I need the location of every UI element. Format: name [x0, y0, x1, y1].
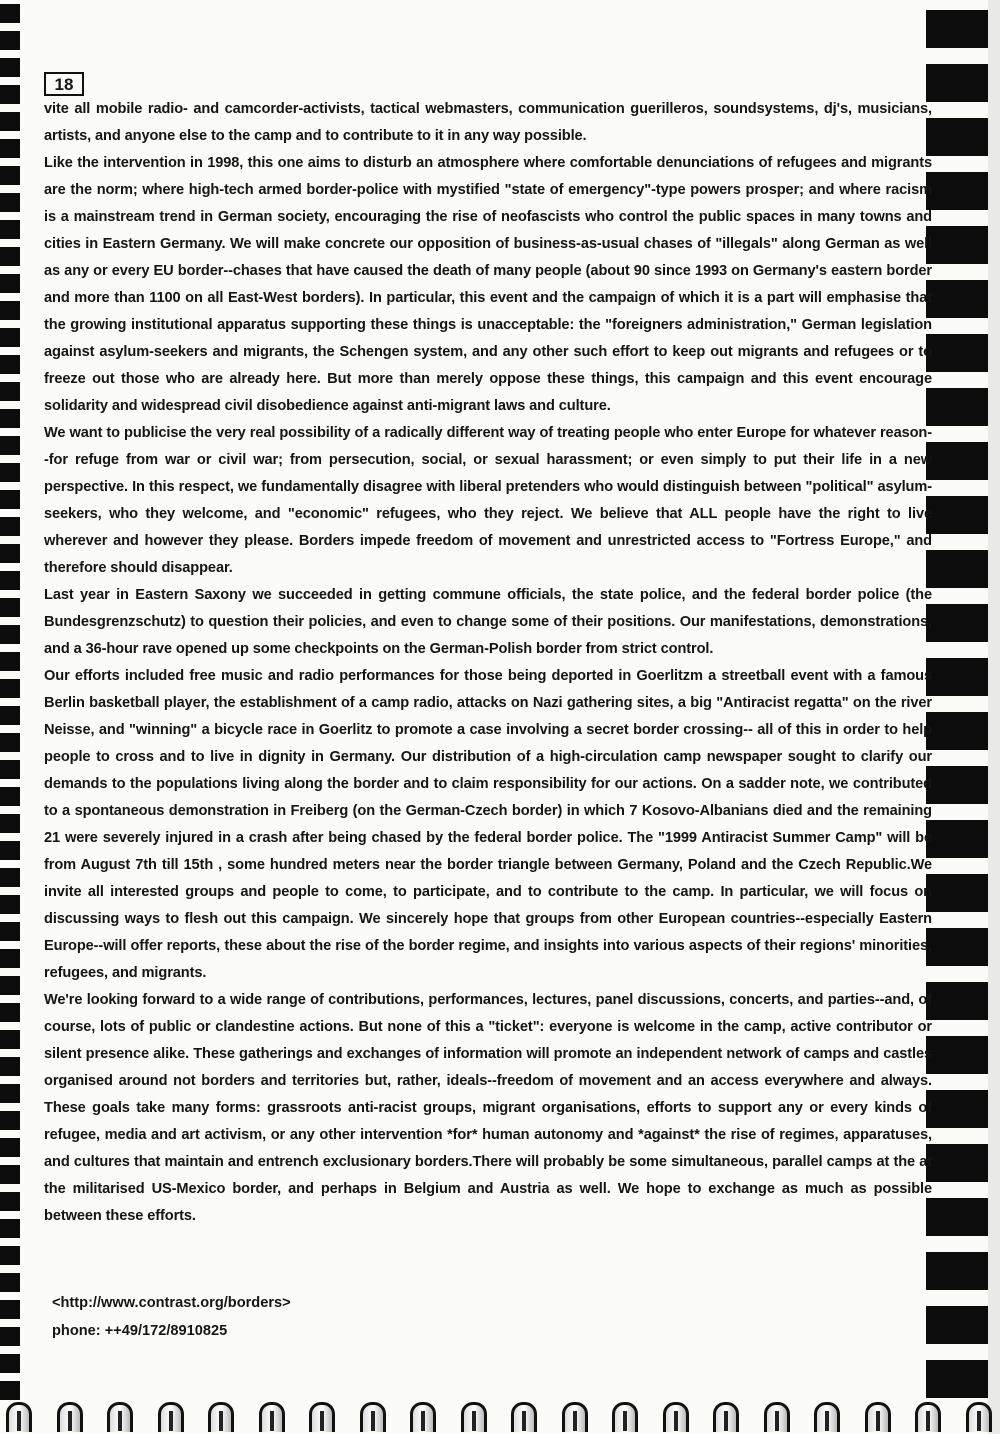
edge-mark: [0, 1057, 20, 1076]
edge-mark: [0, 112, 20, 131]
binding-ring: [511, 1402, 537, 1432]
edge-mark: [926, 1090, 988, 1128]
edge-mark: [0, 841, 20, 860]
edge-mark: [926, 604, 988, 642]
spiral-binding: [0, 1394, 1000, 1434]
edge-mark: [926, 1036, 988, 1074]
edge-mark: [0, 652, 20, 671]
binding-ring: [107, 1402, 133, 1432]
edge-mark: [926, 280, 988, 318]
edge-mark: [0, 868, 20, 887]
edge-mark: [0, 1111, 20, 1130]
edge-mark: [926, 550, 988, 588]
binding-ring: [309, 1402, 335, 1432]
edge-mark: [0, 949, 20, 968]
binding-ring: [764, 1402, 790, 1432]
paragraph: Last year in Eastern Saxony we succeeded in getting commune officials, the state police, and the federal border police (the Bundesgrenzschutz) to question their policies, and even to change some of their positions. Our manifestations, demonstrations, and a 36-hour rave opened up some checkpoints on the German-Polish border from strict control.: [44, 587, 932, 657]
contact-block: [52, 1289, 291, 1345]
edge-mark: [0, 1327, 20, 1346]
edge-mark: [926, 766, 988, 804]
edge-mark: [0, 490, 20, 509]
edge-mark: [0, 1273, 20, 1292]
edge-mark: [0, 58, 20, 77]
edge-mark: [926, 442, 988, 480]
edge-mark: [0, 787, 20, 806]
edge-mark: [0, 1165, 20, 1184]
edge-mark: [926, 820, 988, 858]
edge-mark: [0, 706, 20, 725]
right-edge-index-marks: [925, 0, 1000, 1434]
edge-mark: [926, 928, 988, 966]
binding-ring: [663, 1402, 689, 1432]
edge-mark: [926, 334, 988, 372]
edge-mark: [0, 436, 20, 455]
edge-mark: [0, 1354, 20, 1373]
edge-mark: [0, 1246, 20, 1265]
paragraph: vite all mobile radio- and camcorder-activists, tactical webmasters, communication guerilleros, soundsystems, dj's, musicians, artists, and anyone else to the camp and to contribute to it in any way possible.: [44, 101, 932, 144]
binding-ring: [410, 1402, 436, 1432]
paragraph: We're looking forward to a wide range of contributions, performances, lectures, panel discussions, concerts, and parties--and, of course, lots of public or clandestine actions. But none of this a "ticket": everyone is welcome in the camp, active contributor or silent presence alike. These gatherings and exchanges of information will promote an independent network of camps and castles organised around not borders and territories but, rather, ideals--freedom of movement and an access everywhere and always. These goals take many forms: grassroots anti-racist groups, migrant organisations, efforts to support any or every kinds of refugee, media and art activism, or any other intervention *for* human autonomy and *against* the rise of regimes, apparatuses, and cultures that maintain and entrench exclusionary borders.There will probably be some simultaneous, parallel camps at the at the militarised US-Mexico border, and perhaps in Belgium and Austria as well. We hope to exchange as much as possible between these efforts.: [44, 992, 932, 1224]
edge-mark: [0, 193, 20, 212]
binding-ring: [915, 1402, 941, 1432]
edge-mark: [0, 382, 20, 401]
edge-mark: [926, 172, 988, 210]
edge-mark: [0, 544, 20, 563]
binding-ring: [360, 1402, 386, 1432]
edge-mark: [0, 1084, 20, 1103]
edge-mark: [0, 1219, 20, 1238]
edge-mark: [0, 1192, 20, 1211]
edge-mark: [926, 1198, 988, 1236]
edge-mark: [926, 118, 988, 156]
edge-mark: [0, 274, 20, 293]
edge-mark: [0, 733, 20, 752]
paragraph: We want to publicise the very real possibility of a radically different way of treating people who enter Europe for whatever reason--for refuge from war or civil war; from persecution, social, or sexual harassment; or even simply to put their life in a new perspective. In this respect, we fundamentally disagree with liberal pretenders who would distinguish between "political" asylum-seekers, who they welcome, and "economic" refugees, who they reject. We believe that ALL people have the right to live wherever and however they please. Borders impede freedom of movement and unrestricted access to "Fortress Europe," and therefore should disappear.: [44, 425, 932, 576]
edge-mark: [926, 1252, 988, 1290]
edge-mark: [0, 814, 20, 833]
edge-mark: [0, 976, 20, 995]
edge-mark: [926, 1144, 988, 1182]
edge-mark: [926, 496, 988, 534]
edge-mark: [0, 220, 20, 239]
edge-mark: [926, 712, 988, 750]
binding-ring: [966, 1402, 992, 1432]
edge-mark: [0, 922, 20, 941]
edge-mark: [0, 328, 20, 347]
edge-mark: [926, 1306, 988, 1344]
edge-mark: [926, 388, 988, 426]
edge-mark: [0, 85, 20, 104]
body-text: [44, 96, 932, 1230]
edge-mark: [0, 517, 20, 536]
binding-ring: [57, 1402, 83, 1432]
edge-mark: [926, 982, 988, 1020]
edge-mark: [0, 598, 20, 617]
edge-mark: [0, 1138, 20, 1157]
edge-mark: [0, 625, 20, 644]
edge-mark: [0, 301, 20, 320]
edge-mark: [0, 166, 20, 185]
edge-mark: [0, 1030, 20, 1049]
edge-mark: [0, 4, 20, 23]
edge-mark: [0, 31, 20, 50]
binding-ring: [713, 1402, 739, 1432]
binding-ring: [865, 1402, 891, 1432]
binding-ring: [259, 1402, 285, 1432]
edge-mark: [0, 139, 20, 158]
edge-mark: [0, 355, 20, 374]
edge-mark: [0, 247, 20, 266]
contact-phone: phone: ++49/172/8910825: [52, 1323, 228, 1339]
edge-mark: [0, 571, 20, 590]
edge-mark: [0, 1300, 20, 1319]
edge-mark: [926, 10, 988, 48]
edge-mark: [0, 1003, 20, 1022]
edge-mark: [0, 895, 20, 914]
edge-mark: [926, 1360, 988, 1398]
binding-ring: [158, 1402, 184, 1432]
contact-url[interactable]: <http://www.contrast.org/borders>: [52, 1295, 291, 1311]
edge-mark: [926, 874, 988, 912]
edge-mark: [0, 409, 20, 428]
edge-mark: [926, 658, 988, 696]
edge-mark: [0, 679, 20, 698]
paragraph: Our efforts included free music and radio performances for those being deported in Goerlitzm a streetball event with a famous Berlin basketball player, the establishment of a camp radio, attacks on Nazi gathering sites, a big "Antiracist regatta" on the river Neisse, and "winning" a bicycle race in Goerlitz to promote a case involving a secret border crossing-- all of this in order to help people to cross and to live in dignity in Germany. Our distribution of a high-circulation camp newspaper sought to clarify our demands to the populations living along the border and to claim responsibility for our actions. On a sadder note, we contributed to a spontaneous demonstration in Freiberg (on the German-Czech border) in which 7 Kosovo-Albanians died and the remaining 21 were severely injured in a crash after being chased by the federal border police. The "1999 Antiracist Summer Camp" will be from August 7th till 15th , some hundred meters near the border triangle between Germany, Poland and the Czech Republic.We invite all interested groups and people to come, to participate, and to contribute to the camp. In particular, we will focus on discussing ways to flesh out this campaign. We sincerely hope that groups from other European countries--especially Eastern Europe--will offer reports, these about the rise of the border regime, and insights into various aspects of their regions' minorities, refugees, and migrants.: [44, 668, 932, 981]
binding-ring: [208, 1402, 234, 1432]
edge-mark: [926, 64, 988, 102]
left-edge-index-marks: [0, 0, 30, 1434]
paragraph: Like the intervention in 1998, this one aims to disturb an atmosphere where comfortable denunciations of refugees and migrants are the norm; where high-tech armed border-police with mystified "state of emergency"-type powers prosper; and where racism is a mainstream trend in German society, encouraging the rise of neofascists who control the public spaces in many towns and cities in Eastern Germany. We will make concrete our opposition of business-as-usual chases of "illegals" along German as well as any or every EU border--chases that have caused the death of many people (about 90 since 1993 on Germany's eastern border and more than 1100 on all East-West borders). In particular, this event and the campaign of which it is a part will emphasise that the growing institutional apparatus supporting these things is unacceptable: the "foreigners administration," German legislation against asylum-seekers and migrants, the Schengen system, and any other such effort to keep out migrants and refugees or to freeze out those who are already here. But more than merely oppose these things, this campaign and this event encourage solidarity and widespread civil disobedience against anti-migrant laws and culture.: [44, 155, 932, 414]
edge-mark: [0, 760, 20, 779]
page-number: 18: [44, 72, 84, 96]
binding-ring: [814, 1402, 840, 1432]
binding-ring: [461, 1402, 487, 1432]
binding-ring: [612, 1402, 638, 1432]
binding-ring: [6, 1402, 32, 1432]
edge-mark: [0, 463, 20, 482]
edge-mark: [926, 226, 988, 264]
binding-ring: [562, 1402, 588, 1432]
